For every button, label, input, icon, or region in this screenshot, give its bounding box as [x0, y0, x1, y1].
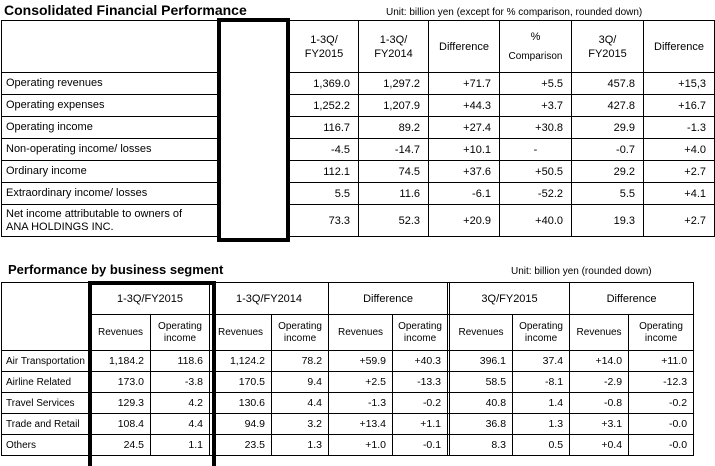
header-empty: [2, 21, 218, 73]
cell-value: 23.5: [210, 435, 272, 456]
cell-value: 11.6: [359, 183, 429, 205]
table-row: [2, 95, 715, 117]
header-1-3q-fy2015: 1-3Q/ FY2015: [290, 21, 359, 73]
group-1-3q-fy2015: 1-3Q/FY2015: [91, 283, 210, 315]
sub-operating-income: Operating income: [151, 315, 210, 351]
cell-value: 1,207.9: [359, 95, 429, 117]
cell-value: +14.0: [570, 351, 629, 372]
table-row: [2, 414, 694, 435]
cell-value: 52.3: [359, 205, 429, 237]
cell-value: 94.9: [210, 414, 272, 435]
cell-value: 9.4: [272, 372, 329, 393]
header-3q-fy2015: 3Q/ FY2015: [572, 21, 644, 73]
cell-value: 1,124.2: [210, 351, 272, 372]
cell-value: +4.1: [644, 183, 715, 205]
segment-label: Airline Related: [2, 372, 91, 393]
cell-value: 129.3: [91, 393, 151, 414]
row-label: Operating income: [2, 117, 218, 139]
cell-value: +1.0: [329, 435, 393, 456]
cell-value: -2.9: [570, 372, 629, 393]
segment-group-header-row: [2, 283, 694, 315]
cell-value: 1,369.0: [290, 73, 359, 95]
cell-value: 1,184.2: [91, 351, 151, 372]
cell-value: -0.0: [629, 435, 694, 456]
cell-value: 78.2: [272, 351, 329, 372]
consolidated-header-row: [2, 21, 715, 73]
cell-value: -4.5: [290, 139, 359, 161]
sub-revenues: Revenues: [91, 315, 151, 351]
cell-value: -1.3: [644, 117, 715, 139]
segment-label: Trade and Retail: [2, 414, 91, 435]
row-label: Net income attributable to owners of ANA HOLDINGS INC.: [2, 205, 218, 237]
cell-value: 1.3: [272, 435, 329, 456]
cell-value: 427.8: [572, 95, 644, 117]
sub-operating-income: Operating income: [272, 315, 329, 351]
segment-unit-note: Unit: billion yen (rounded down): [511, 266, 652, 277]
cell-value: 29.2: [572, 161, 644, 183]
cell-value: -6.1: [429, 183, 500, 205]
cell-value: +10.1: [429, 139, 500, 161]
cell-value: 1.1: [151, 435, 210, 456]
gap-cell: [218, 161, 290, 183]
cell-value: +15,3: [644, 73, 715, 95]
cell-value: 170.5: [210, 372, 272, 393]
gap-cell: [218, 95, 290, 117]
segment-label: Travel Services: [2, 393, 91, 414]
gap-cell: [218, 139, 290, 161]
table-row: [2, 351, 694, 372]
header-pct-comparison: % Comparison: [500, 21, 572, 73]
cell-value: -0.8: [570, 393, 629, 414]
cell-value: 40.8: [450, 393, 513, 414]
gap-cell: [218, 73, 290, 95]
cell-value: 4.4: [151, 414, 210, 435]
cell-value: +40.3: [393, 351, 448, 372]
table-row: [2, 183, 715, 205]
cell-value: +11.0: [629, 351, 694, 372]
group-difference-3q: Difference: [570, 283, 694, 315]
sub-revenues: Revenues: [210, 315, 272, 351]
cell-value: +27.4: [429, 117, 500, 139]
sub-revenues: Revenues: [329, 315, 393, 351]
header-difference-3q: Difference: [644, 21, 715, 73]
segment-title: Performance by business segment: [8, 262, 224, 277]
cell-value: -0.2: [393, 393, 448, 414]
cell-value: 173.0: [91, 372, 151, 393]
cell-value: 108.4: [91, 414, 151, 435]
sub-operating-income: Operating income: [393, 315, 448, 351]
table-row: [2, 393, 694, 414]
header-empty: [2, 315, 91, 351]
cell-value: +50.5: [500, 161, 572, 183]
cell-value: -12.3: [629, 372, 694, 393]
table-row: [2, 372, 694, 393]
cell-value: +13.4: [329, 414, 393, 435]
cell-value: 4.2: [151, 393, 210, 414]
gap-cell: [218, 183, 290, 205]
cell-value: +37.6: [429, 161, 500, 183]
cell-value: 1,297.2: [359, 73, 429, 95]
cell-value: -1.3: [329, 393, 393, 414]
cell-value: 29.9: [572, 117, 644, 139]
cell-value: +5.5: [500, 73, 572, 95]
sub-revenues: Revenues: [570, 315, 629, 351]
header-empty: [2, 283, 91, 315]
cell-value: 37.4: [513, 351, 570, 372]
cell-value: 89.2: [359, 117, 429, 139]
row-label: Extraordinary income/ losses: [2, 183, 218, 205]
cell-value: +3.1: [570, 414, 629, 435]
cell-value: 1.3: [513, 414, 570, 435]
header-1-3q-fy2014: 1-3Q/ FY2014: [359, 21, 429, 73]
sub-operating-income: Operating income: [629, 315, 694, 351]
cell-value: +2.5: [329, 372, 393, 393]
cell-value: -3.8: [151, 372, 210, 393]
cell-value: 8.3: [450, 435, 513, 456]
table-row: [2, 117, 715, 139]
cell-value: 5.5: [572, 183, 644, 205]
cell-value: -: [500, 139, 572, 161]
table-row: [2, 435, 694, 456]
cell-value: 0.5: [513, 435, 570, 456]
cell-value: 5.5: [290, 183, 359, 205]
gap-cell: [218, 117, 290, 139]
cell-value: -13.3: [393, 372, 448, 393]
row-label: Operating expenses: [2, 95, 218, 117]
cell-value: 19.3: [572, 205, 644, 237]
cell-value: +2.7: [644, 205, 715, 237]
cell-value: 112.1: [290, 161, 359, 183]
cell-value: +30.8: [500, 117, 572, 139]
cell-value: 36.8: [450, 414, 513, 435]
gap-cell: [218, 205, 290, 237]
cell-value: +16.7: [644, 95, 715, 117]
table-row: [2, 73, 715, 95]
cell-value: +4.0: [644, 139, 715, 161]
cell-value: +20.9: [429, 205, 500, 237]
cell-value: -0.2: [629, 393, 694, 414]
cell-value: 3.2: [272, 414, 329, 435]
table-row: [2, 161, 715, 183]
cell-value: 457.8: [572, 73, 644, 95]
consolidated-unit-note: Unit: billion yen (except for % comparison, rounded down): [386, 7, 643, 18]
cell-value: +71.7: [429, 73, 500, 95]
cell-value: -52.2: [500, 183, 572, 205]
cell-value: +1.1: [393, 414, 448, 435]
cell-value: 130.6: [210, 393, 272, 414]
gap-cell: [218, 21, 290, 73]
header-difference: Difference: [429, 21, 500, 73]
cell-value: -8.1: [513, 372, 570, 393]
group-1-3q-fy2014: 1-3Q/FY2014: [210, 283, 329, 315]
sub-revenues: Revenues: [450, 315, 513, 351]
cell-value: 1.4: [513, 393, 570, 414]
cell-value: 73.3: [290, 205, 359, 237]
consolidated-title: Consolidated Financial Performance: [4, 2, 247, 18]
cell-value: -14.7: [359, 139, 429, 161]
cell-value: 118.6: [151, 351, 210, 372]
group-3q-fy2015: 3Q/FY2015: [450, 283, 570, 315]
segment-label: Air Transportation: [2, 351, 91, 372]
cell-value: +3.7: [500, 95, 572, 117]
cell-value: 396.1: [450, 351, 513, 372]
cell-value: 24.5: [91, 435, 151, 456]
cell-value: 58.5: [450, 372, 513, 393]
cell-value: +59.9: [329, 351, 393, 372]
table-row: [2, 139, 715, 161]
cell-value: +44.3: [429, 95, 500, 117]
sub-operating-income: Operating income: [513, 315, 570, 351]
cell-value: 4.4: [272, 393, 329, 414]
cell-value: -0.1: [393, 435, 448, 456]
cell-value: -0.0: [629, 414, 694, 435]
segment-label: Others: [2, 435, 91, 456]
consolidated-table: [1, 20, 715, 237]
cell-value: +2.7: [644, 161, 715, 183]
cell-value: 116.7: [290, 117, 359, 139]
segment-sub-header-row: [2, 315, 694, 351]
row-label: Operating revenues: [2, 73, 218, 95]
cell-value: +0.4: [570, 435, 629, 456]
group-difference: Difference: [329, 283, 448, 315]
segment-table: [1, 282, 694, 456]
cell-value: -0.7: [572, 139, 644, 161]
cell-value: +40.0: [500, 205, 572, 237]
row-label: Ordinary income: [2, 161, 218, 183]
table-row: [2, 205, 715, 237]
cell-value: 1,252.2: [290, 95, 359, 117]
row-label: Non-operating income/ losses: [2, 139, 218, 161]
cell-value: 74.5: [359, 161, 429, 183]
